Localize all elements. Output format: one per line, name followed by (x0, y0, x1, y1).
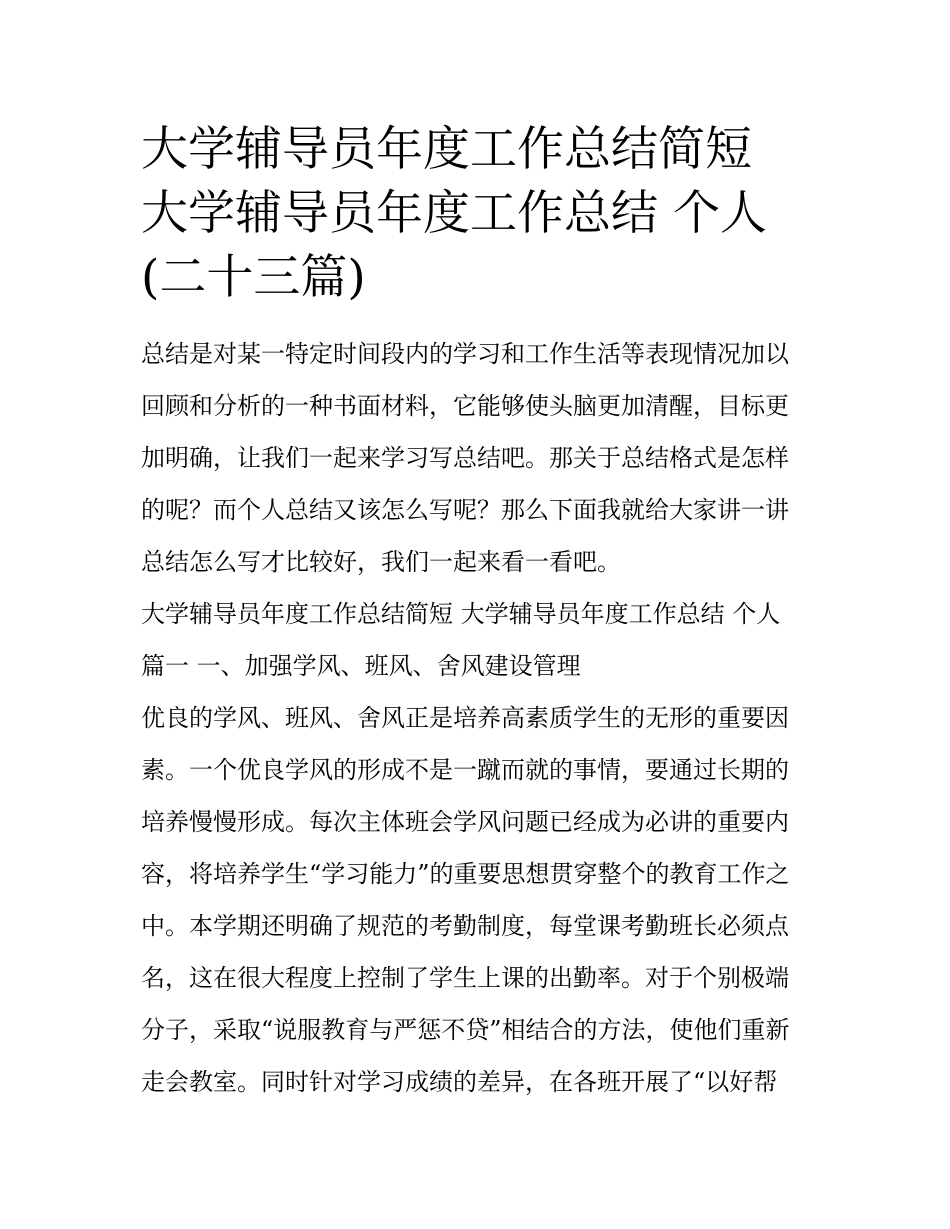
intro-line-1: 总结是对某一特定时间段内的学习和工作生活等表现情况加以 (141, 340, 789, 368)
body-line-6: 名，这在很大程度上控制了学生上课的出勤率。对于个别极端 (141, 964, 789, 992)
body-line-4: 容，将培养学生“学习能力”的重要思想贯穿整个的教育工作之 (141, 860, 790, 888)
intro-line-4: 的呢？而个人总结又该怎么写呢？那么下面我就给大家讲一讲 (141, 496, 789, 524)
body-line-8: 走会教室。同时针对学习成绩的差异，在各班开展了“以好帮 (141, 1068, 778, 1096)
document-content (141, 118, 816, 1108)
document-title (141, 118, 816, 310)
title-line-3: (二十三篇) (141, 250, 366, 305)
heading-line-2: 篇一 一、加强学风、班风、舍风建设管理 (141, 652, 581, 680)
body-line-1: 优良的学风、班风、舍风正是培养高素质学生的无形的重要因 (141, 704, 789, 732)
body-paragraph (141, 692, 816, 1108)
intro-line-2: 回顾和分析的一种书面材料，它能够使头脑更加清醒，目标更 (141, 392, 789, 420)
title-line-1: 大学辅导员年度工作总结简短 (141, 122, 752, 177)
intro-line-5: 总结怎么写才比较好，我们一起来看一看吧。 (141, 548, 621, 576)
body-line-3: 培养慢慢形成。每次主体班会学风问题已经成为必讲的重要内 (141, 808, 789, 836)
intro-line-3: 加明确，让我们一起来学习写总结吧。那关于总结格式是怎样 (141, 444, 789, 472)
heading-line-1: 大学辅导员年度工作总结简短 大学辅导员年度工作总结 个人 (141, 600, 781, 628)
body-line-5: 中。本学期还明确了规范的考勤制度，每堂课考勤班长必须点 (141, 912, 789, 940)
title-line-2: 大学辅导员年度工作总结 个人 (141, 186, 767, 241)
intro-paragraph (141, 328, 816, 588)
section-heading (141, 588, 816, 692)
body-line-7: 分子，采取“说服教育与严惩不贷”相结合的方法，使他们重新 (141, 1016, 790, 1044)
body-line-2: 素。一个优良学风的形成不是一蹴而就的事情，要通过长期的 (141, 756, 789, 784)
